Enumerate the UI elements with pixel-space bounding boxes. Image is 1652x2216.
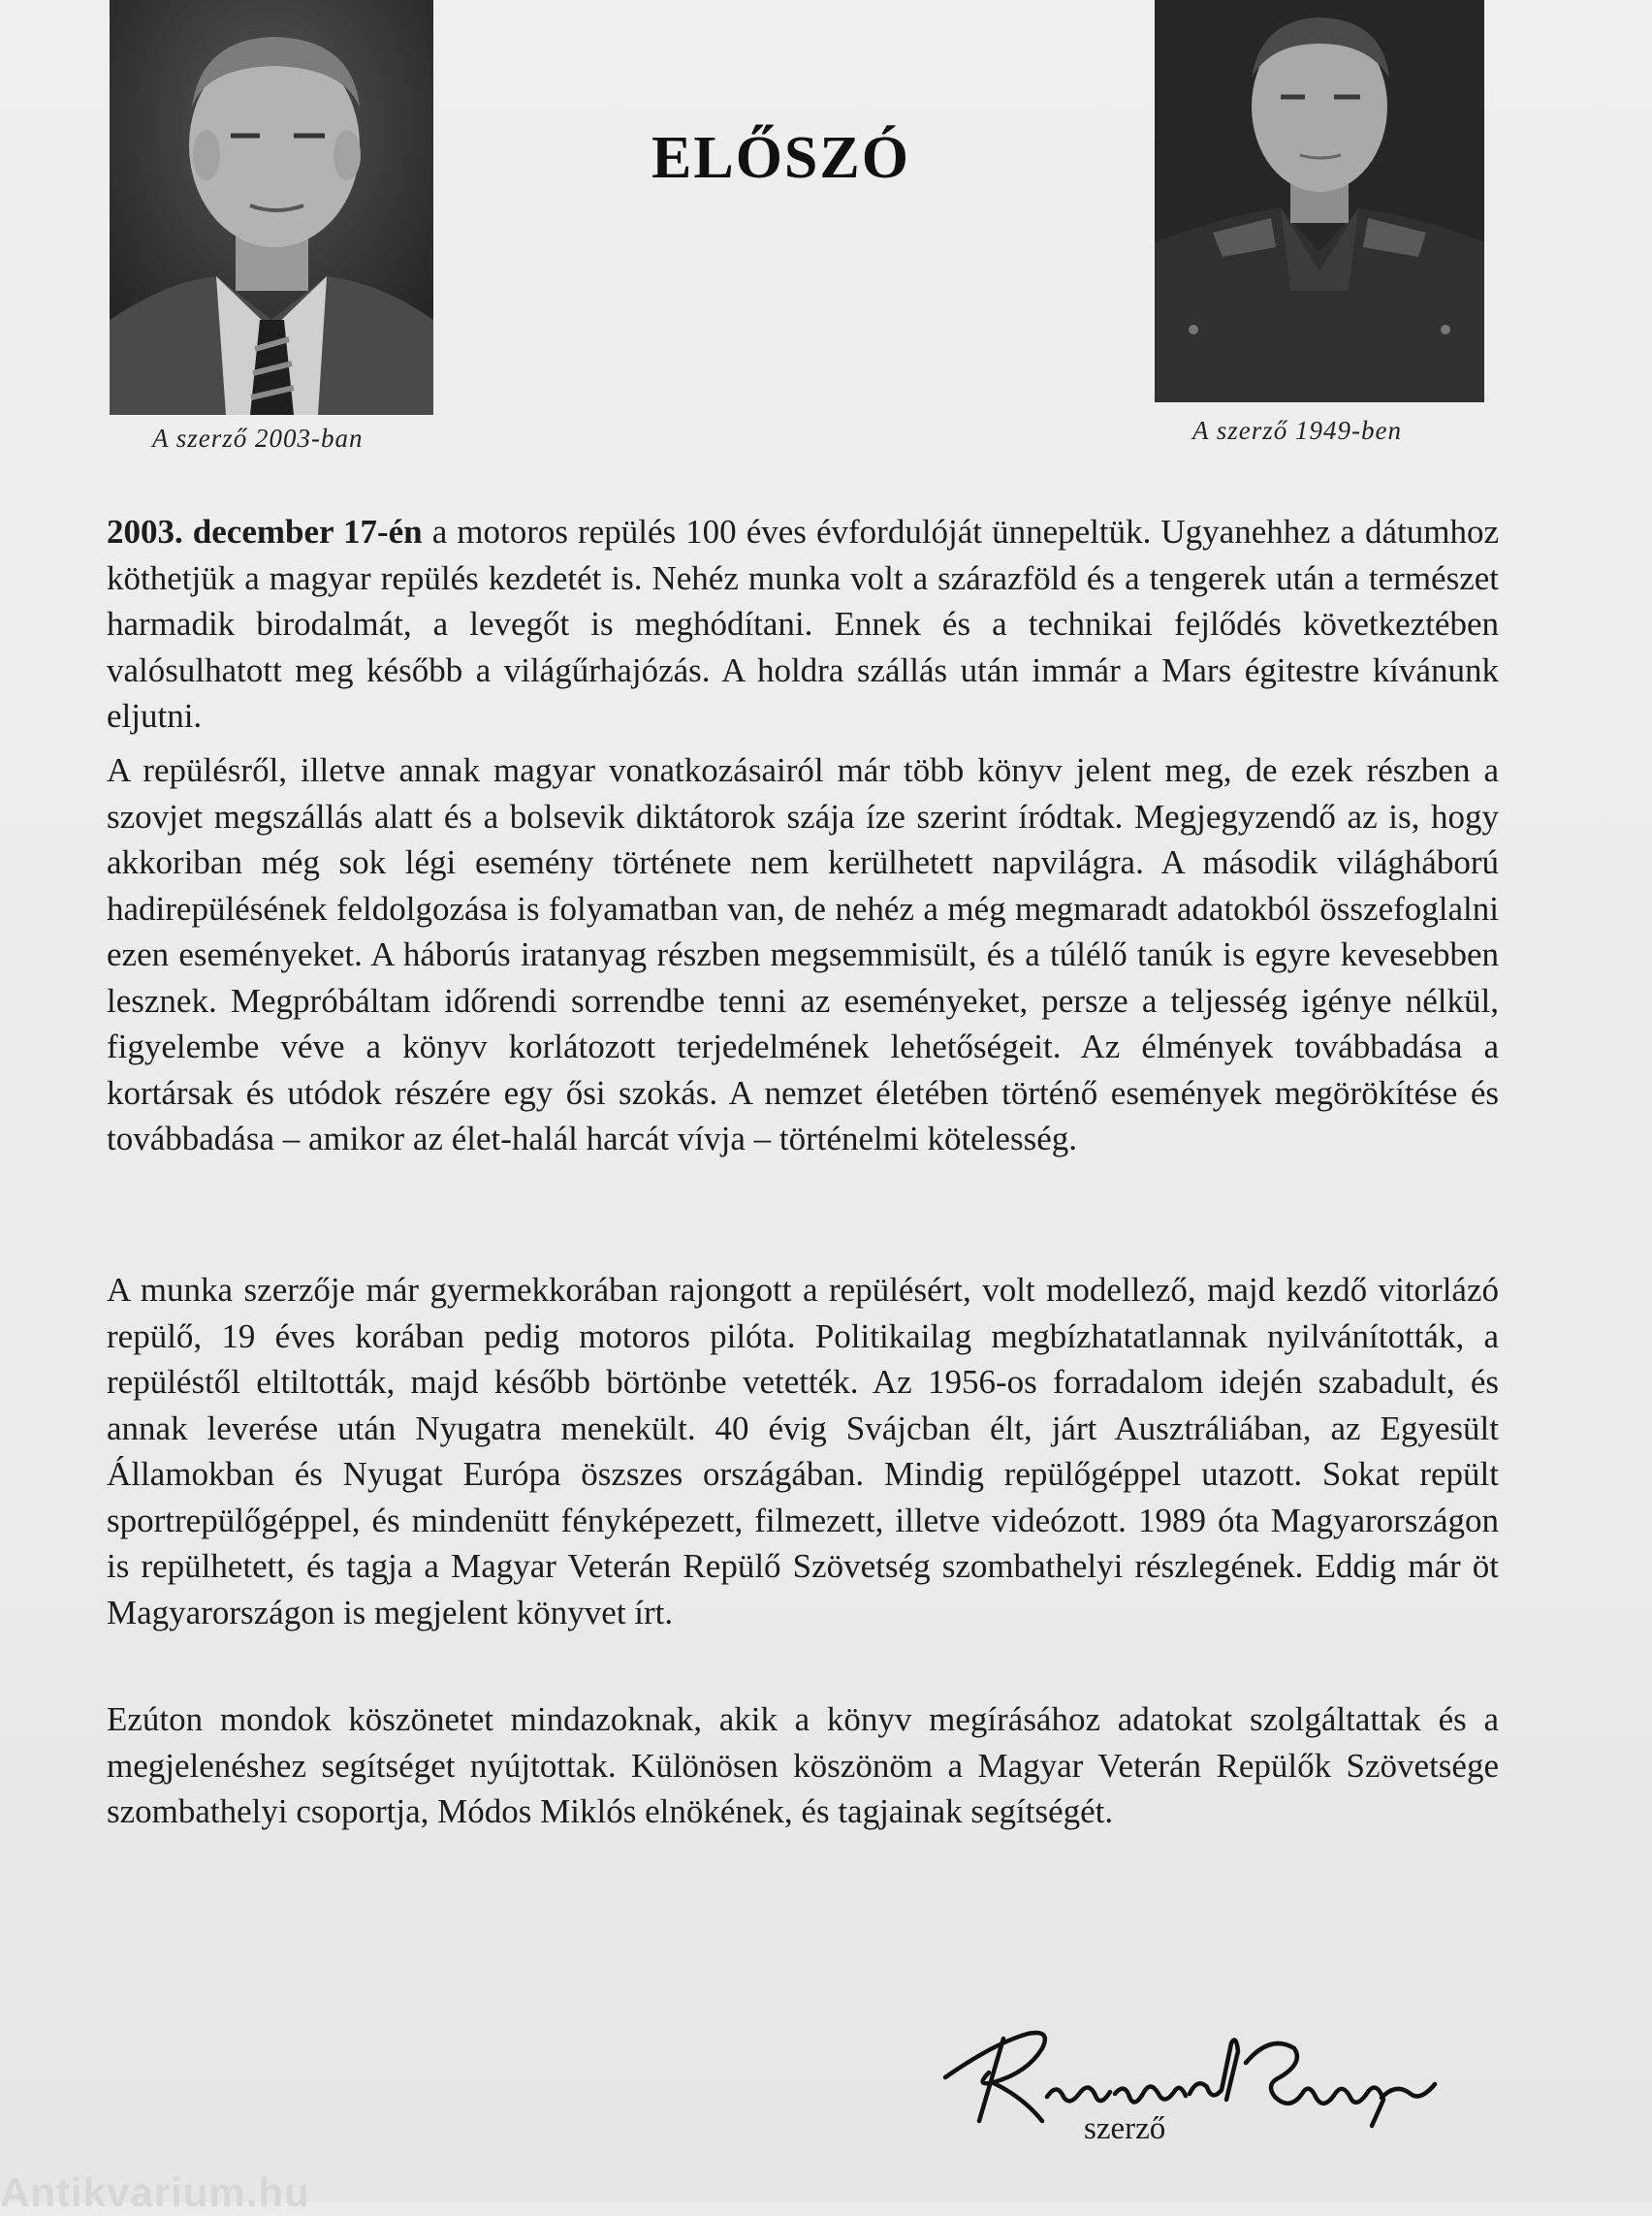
signature-label: szerző: [1084, 2111, 1166, 2146]
author-photo-1949: [1155, 0, 1484, 402]
author-photo-2003: [110, 0, 433, 415]
photo-caption-left: A szerző 2003-ban: [152, 424, 364, 453]
author-portrait-young-image: [1155, 0, 1484, 402]
author-portrait-old-image: [110, 0, 433, 415]
watermark-text: Antikvarium.hu: [0, 2169, 310, 2215]
paragraph-1: [107, 509, 1499, 740]
paragraph-1-date-lead: 2003. december 17-én: [107, 513, 423, 551]
paragraph-1-text: a motoros repülés 100 éves évfordulóját ünnepeltük. Ugyanehhez a dátumhoz köthetjük a magyar repülés kezdetét is. Nehéz munka volt a szárazföld és a tengerek után a természet harmadik birodalmát, a levegőt is meghódítani. Ennek és a technikai fejlődés következtében valósulhatott meg később a világűrhajózás. A holdra szállás után immár a Mars égitestre kívánunk eljutni.: [107, 513, 1499, 735]
page-title: ELŐSZÓ: [651, 125, 910, 191]
paragraph-4: Ezúton mondok köszönetet mindazoknak, akik a könyv megírásához adatokat szolgáltattak és a megjelenéshez segítséget nyújtottak. Különösen köszönöm a Magyar Veterán Repülők Szövetsége szombathelyi csoportja, Módos Miklós elnökének, és tagjainak segítségét.: [107, 1700, 1499, 1830]
author-signature-image: [936, 2005, 1445, 2131]
paragraph-2: A repülésről, illetve annak magyar vonatkozásairól már több könyv jelent meg, de ezek részben a szovjet megszállás alatt és a bolsevik diktátorok szája íze szerint íródtak. Megjegyzendő az is, hogy akkoriban még sok légi esemény története nem kerülhetett napvilágra. A második világháború hadirepülésének feldolgozása is folyamatban van, de nehéz a még megmaradt adatokból összefoglalni ezen eseményeket. A háborús iratanyag részben megsemmisült, és a túlélő tanúk is egyre kevesebben lesznek. Megpróbáltam időrendi sorrendbe tenni az eseményeket, persze a teljesség igénye nélkül, figyelembe véve a könyv korlátozott terjedelmének lehetőségeit. Az élmények továbbadása a kortársak és utódok részére egy ősi szokás. A nemzet életében történő események megörökítése és továbbadása – amikor az élet-halál harcát vívja – történelmi kötelesség.: [107, 751, 1499, 1157]
paragraph-3: A munka szerzője már gyermekkorában rajongott a repülésért, volt modellező, majd kezdő vitorlázó repülő, 19 éves korában pedig motoros pilóta. Politikailag megbízhatatlannak nyilvánították, a repüléstől eltiltották, majd később börtönbe vetették. Az 1956-os forradalom idején szabadult, és annak leverése után Nyugatra menekült. 40 évig Svájcban élt, járt Ausztráliában, az Egyesült Államokban és Nyugat Európa öszszes országában. Mindig repülőgéppel utazott. Sokat repült sportrepülőgéppel, és mindenütt fényképezett, filmezett, illetve videózott. 1989 óta Magyarországon is repülhetett, és tagja a Magyar Veterán Repülő Szövetség szombathelyi részlegének. Eddig már öt Magyarországon is megjelent könyvet írt.: [107, 1271, 1499, 1631]
photo-caption-right: A szerző 1949-ben: [1192, 416, 1402, 445]
